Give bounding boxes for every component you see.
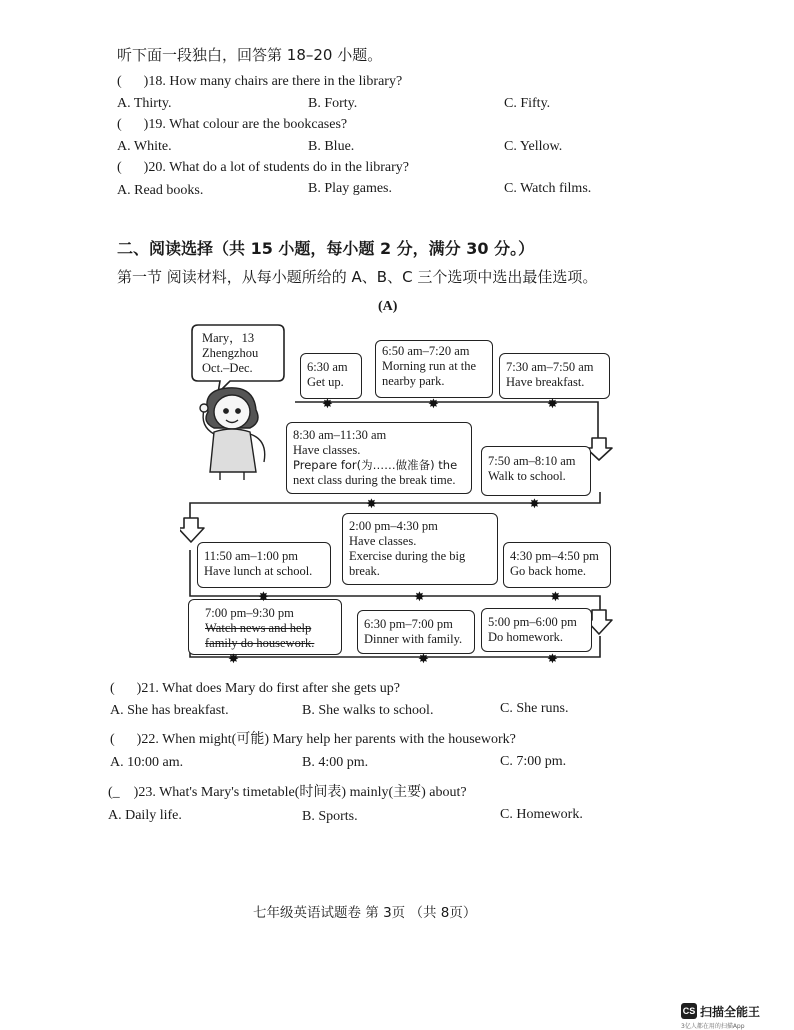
box-time: 6:30 am bbox=[307, 360, 348, 374]
box-evening bbox=[188, 599, 342, 655]
box-homework bbox=[481, 608, 592, 652]
box-activity: next class during the break time. bbox=[293, 473, 456, 487]
listening-intro: 听下面一段独白，回答第 18–20 小题。 bbox=[117, 46, 383, 64]
option-a: A. Read books. bbox=[117, 183, 204, 198]
box-activity: Exercise during the big bbox=[349, 549, 466, 563]
star-icon: ✸ bbox=[547, 396, 558, 411]
option-b: B. Play games. bbox=[308, 181, 392, 196]
star-icon: ✸ bbox=[258, 589, 269, 604]
question-paren: ( bbox=[117, 160, 122, 175]
box-walk-to-school bbox=[481, 446, 591, 496]
question-stem: )22. When might(可能) Mary help her parents with the housework? bbox=[136, 732, 516, 747]
option-a: A. 10:00 am. bbox=[110, 755, 184, 770]
box-activity: Morning run at the bbox=[382, 359, 477, 373]
box-activity: Do homework. bbox=[488, 630, 563, 644]
box-time: 6:50 am–7:20 am bbox=[382, 344, 470, 358]
box-activity: Have classes. bbox=[349, 534, 417, 548]
box-time: 7:30 am–7:50 am bbox=[506, 360, 594, 374]
star-icon: ✸ bbox=[418, 651, 429, 666]
box-activity: Have breakfast. bbox=[506, 375, 585, 389]
option-a: A. Thirty. bbox=[117, 96, 172, 111]
box-activity: Go back home. bbox=[510, 564, 587, 578]
question-stem: )18. How many chairs are there in the library? bbox=[143, 74, 403, 89]
question-paren: (_ bbox=[108, 785, 120, 800]
page-footer: 七年级英语试题卷 第 3页 （共 8页） bbox=[253, 905, 477, 921]
star-icon: ✸ bbox=[547, 651, 558, 666]
box-time: 7:50 am–8:10 am bbox=[488, 454, 576, 468]
profile-card bbox=[202, 331, 258, 376]
scanner-logo-icon: CS bbox=[681, 1003, 697, 1019]
star-icon: ✸ bbox=[550, 589, 561, 604]
box-go-home bbox=[503, 542, 611, 588]
star-icon: ✸ bbox=[228, 651, 239, 666]
question-paren: ( bbox=[110, 681, 115, 696]
option-c: C. 7:00 pm. bbox=[500, 754, 567, 769]
box-time: 11:50 am–1:00 pm bbox=[204, 549, 298, 563]
profile-name: Mary，13 bbox=[202, 331, 255, 345]
question-23 bbox=[108, 781, 467, 801]
box-afternoon-classes bbox=[342, 513, 498, 585]
star-icon: ✸ bbox=[428, 396, 439, 411]
box-morning-run bbox=[375, 340, 493, 398]
box-morning-classes bbox=[286, 422, 472, 494]
option-a: A. She has breakfast. bbox=[110, 703, 229, 718]
star-icon: ✸ bbox=[366, 496, 377, 511]
box-activity: family do housework. bbox=[205, 636, 315, 650]
option-a: A. White. bbox=[117, 139, 172, 154]
section-title: 二、阅读选择（共 15 小题，每小题 2 分，满分 30 分。） bbox=[117, 239, 535, 258]
question-paren: ( bbox=[117, 117, 122, 132]
box-time: 7:00 pm–9:30 pm bbox=[205, 606, 294, 620]
option-b: B. She walks to school. bbox=[302, 703, 434, 718]
scanner-tagline: 3亿人都在用的扫描App bbox=[681, 1023, 745, 1030]
box-activity: Prepare for(为……做准备) the bbox=[293, 458, 458, 472]
box-time: 6:30 pm–7:00 pm bbox=[364, 617, 453, 631]
box-activity: Dinner with family. bbox=[364, 632, 463, 646]
question-paren: ( bbox=[110, 732, 115, 747]
question-stem: )20. What do a lot of students do in the library? bbox=[143, 160, 409, 175]
box-time: 5:00 pm–6:00 pm bbox=[488, 615, 577, 629]
profile-period: Oct.–Dec. bbox=[202, 361, 253, 375]
option-c: C. Homework. bbox=[500, 807, 583, 822]
question-stem: )23. What's Mary's timetable(时间表) mainly(主要) about? bbox=[133, 785, 467, 800]
question-22 bbox=[110, 728, 516, 748]
option-a: A. Daily life. bbox=[108, 808, 182, 823]
box-breakfast bbox=[499, 353, 610, 399]
option-c: C. Watch films. bbox=[504, 181, 592, 196]
star-icon: ✸ bbox=[414, 589, 425, 604]
arrow-down-left bbox=[180, 518, 204, 542]
scanner-app-name: 扫描全能王 bbox=[700, 1005, 761, 1019]
box-activity: Get up. bbox=[307, 375, 344, 389]
box-activity: nearby park. bbox=[382, 374, 445, 388]
option-b: B. Blue. bbox=[308, 139, 355, 154]
star-icon: ✸ bbox=[529, 496, 540, 511]
question-19 bbox=[117, 117, 347, 133]
question-20 bbox=[117, 160, 409, 176]
question-paren: ( bbox=[117, 74, 122, 89]
option-c: C. She runs. bbox=[500, 701, 569, 716]
box-activity: Have classes. bbox=[293, 443, 361, 457]
box-activity: Have lunch at school. bbox=[204, 564, 313, 578]
option-b: B. 4:00 pm. bbox=[302, 755, 369, 770]
box-dinner bbox=[357, 610, 475, 654]
box-time: 8:30 am–11:30 am bbox=[293, 428, 387, 442]
box-time: 4:30 pm–4:50 pm bbox=[510, 549, 599, 563]
part-instruction: 第一节 阅读材料，从每小题所给的 A、B、C 三个选项中选出最佳选项。 bbox=[117, 268, 598, 286]
option-c: C. Fifty. bbox=[504, 96, 551, 111]
passage-label: (A) bbox=[378, 299, 398, 314]
question-21 bbox=[110, 681, 400, 697]
question-18 bbox=[117, 74, 402, 90]
box-activity: Watch news and help bbox=[205, 621, 312, 635]
profile-city: Zhengzhou bbox=[202, 346, 259, 360]
question-stem: )19. What colour are the bookcases? bbox=[143, 117, 348, 132]
box-time: 2:00 pm–4:30 pm bbox=[349, 519, 438, 533]
box-lunch bbox=[197, 542, 331, 588]
option-b: B. Forty. bbox=[308, 96, 358, 111]
question-stem: )21. What does Mary do first after she gets up? bbox=[136, 681, 401, 696]
box-activity: Walk to school. bbox=[488, 469, 566, 483]
box-activity: break. bbox=[349, 564, 380, 578]
girl-illustration bbox=[194, 382, 280, 482]
option-b: B. Sports. bbox=[302, 809, 358, 824]
option-c: C. Yellow. bbox=[504, 139, 563, 154]
box-get-up bbox=[300, 353, 362, 399]
star-icon: ✸ bbox=[322, 396, 333, 411]
